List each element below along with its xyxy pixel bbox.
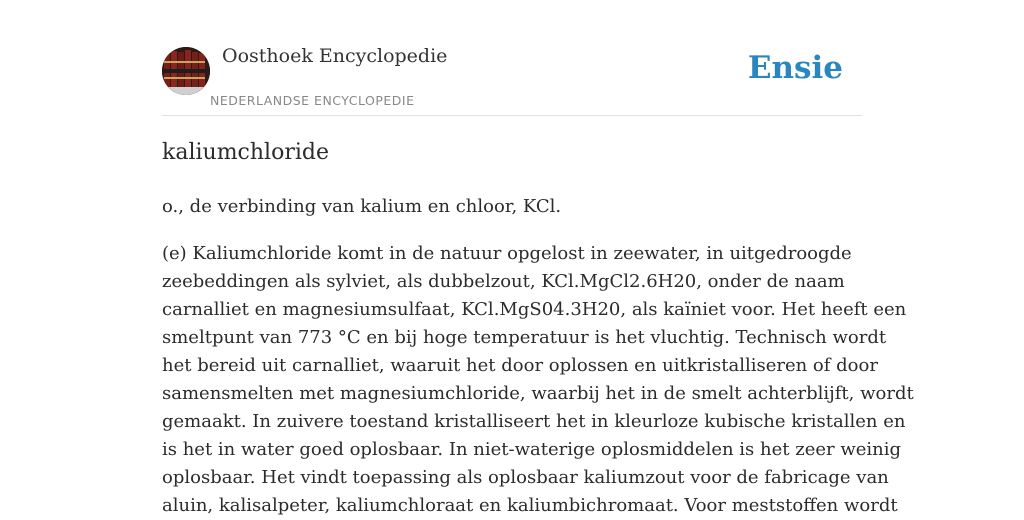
body-line: smeltpunt van 773 °C en bij hoge temperatuur is het vluchtig. Technisch wordt (162, 327, 887, 348)
encyclopedia-books-icon[interactable] (162, 47, 210, 95)
body-line: aluin, kalisalpeter, kaliumchloraat en kaliumbichromaat. Voor meststoffen wordt (162, 495, 898, 516)
brand-logo[interactable]: Ensie (747, 50, 843, 86)
article-title: kaliumchloride (162, 140, 329, 165)
body-line: zeebeddingen als sylviet, als dubbelzout, KCl.MgCl2.6H20, onder de naam (162, 271, 845, 292)
header (162, 0, 862, 116)
body-line: samensmelten met magnesiumchloride, waarbij het in de smelt achterblijft, wordt (162, 383, 914, 404)
body-line: is het in water goed oplosbaar. In niet-waterige oplosmiddelen is het zeer weinig (162, 439, 902, 460)
source-subtitle: NEDERLANDSE ENCYCLOPEDIE (210, 93, 415, 108)
body-line: oplosbaar. Het vindt toepassing als oplosbaar kaliumzout voor de fabricage van (162, 467, 889, 488)
body-line: (e) Kaliumchloride komt in de natuur opgelost in zeewater, in uitgedroogde (162, 243, 852, 264)
body-line: het bereid uit carnalliet, waaruit het door oplossen en uitkristalliseren of door (162, 355, 878, 376)
article-body (162, 240, 914, 520)
source-title[interactable]: Oosthoek Encyclopedie (222, 45, 448, 67)
body-line: gemaakt. In zuivere toestand kristalliseert het in kleurloze kubische kristallen en (162, 411, 906, 432)
page (162, 0, 914, 516)
article-definition: o., de verbinding van kalium en chloor, KCl. (162, 196, 562, 217)
body-line: carnalliet en magnesiumsulfaat, KCl.MgS04.3H20, als kaïniet voor. Het heeft een (162, 299, 907, 320)
